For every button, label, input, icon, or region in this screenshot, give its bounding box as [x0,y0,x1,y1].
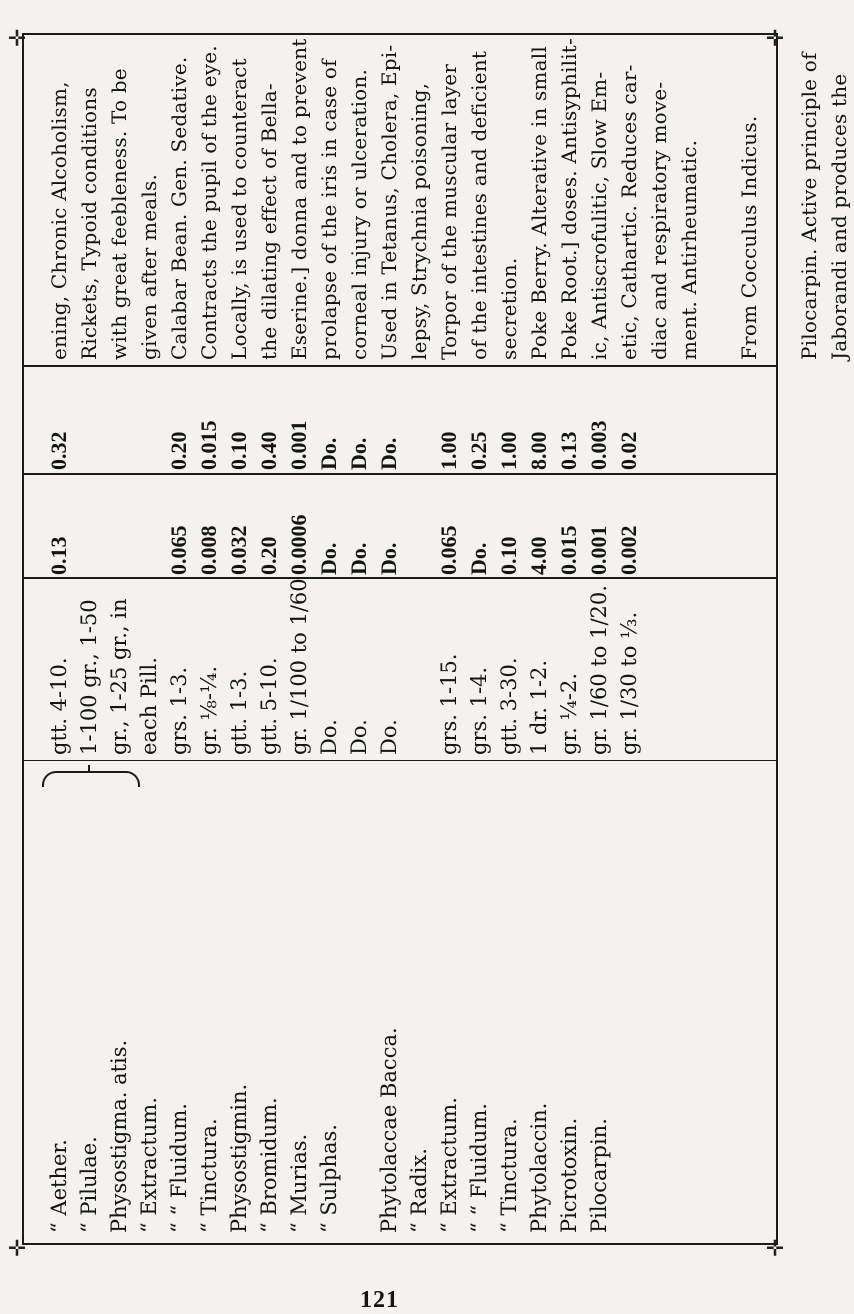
max-row: Do. [376,437,401,470]
name-row: “ “ Fluidum. [167,1103,191,1233]
dose-row: gtt. 4-10. [47,657,71,755]
name-row: Physostigmin. [227,1083,251,1233]
max-row: 0.003 [586,420,611,470]
left-rule [22,1243,778,1245]
dose-row: 1-100 gr., 1-50 [77,599,101,755]
name-row: “ Extractum. [137,1097,161,1233]
name-row: “ Sulphas. [317,1124,341,1233]
min-row: 4.00 [526,536,551,575]
name-row: “ Radix. [407,1148,431,1233]
name-row: “ “ Fluidum. [467,1103,491,1233]
description-line: ic, Antiscrofulitic, Slow Em- [587,71,611,360]
dose-row: grs. 1-3. [167,666,191,755]
max-row: 0.015 [196,420,221,470]
description-line: with great feebleness. To be [107,68,131,360]
dose-row: Do. [317,719,341,755]
min-row [104,475,134,575]
min-row: 0.20 [256,536,281,575]
corner-mark-icon: ✛ [6,1238,31,1257]
min-row [404,475,434,575]
name-row: Phytolaccin. [527,1102,551,1233]
description-line: corneal injury or ulceration. [347,68,371,360]
name-row: “ Extractum. [437,1097,461,1233]
max-row: 0.02 [616,431,641,470]
description-line: prolapse of the iris in case of [317,59,341,360]
max-row: Do. [346,437,371,470]
description-line: Poke Berry. Alterative in small [527,46,551,360]
max-row: 1.00 [436,431,461,470]
corner-mark-icon: ✛ [764,28,789,47]
description-line: Contracts the pupil of the eye. [197,45,221,360]
name-row: “ Aether. [47,1139,71,1233]
max-row: 0.32 [46,431,71,470]
description-line: of the intestines and deficient [467,50,491,360]
description-line: Rickets, Typoid conditions [77,87,101,360]
name-row: “ Tinctura. [497,1118,521,1233]
min-grams-column [44,475,644,575]
dose-row: gtt. 1-3. [227,670,251,755]
max-row: 0.13 [556,431,581,470]
description-line: Torpor of the muscular layer [437,63,461,360]
description-line: etic, Cathartic. Reduces car- [617,64,641,360]
dose-row: gtt. 3-30. [497,657,521,755]
description-line: Locally, is used to counteract [227,58,251,360]
min-row: 0.002 [616,525,641,575]
max-row: 0.20 [166,431,191,470]
min-row: 0.13 [46,536,71,575]
dose-row: gr. 1/30 to ⅓. [617,611,641,755]
dose-column [44,575,644,755]
top-rule [22,35,24,1245]
max-row: 1.00 [496,431,521,470]
name-row: “ Murias. [287,1133,311,1233]
max-grams-column [44,370,644,470]
description-line: Poke Root.] doses. Antisyphilit- [557,37,581,360]
min-row: 0.065 [166,525,191,575]
min-row: 0.008 [196,525,221,575]
dose-row [404,575,434,755]
min-row: Do. [316,542,341,575]
max-row [404,370,434,470]
dose-row: gtt. 5-10. [257,657,281,755]
dose-row: gr. ⅛-¼. [197,665,221,755]
description-line: the dilating effect of Bella- [257,83,281,360]
min-row: 0.10 [496,536,521,575]
name-row: Pilocarpin. [587,1118,611,1233]
max-row: 8.00 [526,431,551,470]
dose-row: each Pill. [137,657,161,755]
dose-row: Do. [347,719,371,755]
name-row: Phytolaccae Bacca. [377,1027,401,1233]
dose-row: grs. 1-4. [467,666,491,755]
max-row: Do. [316,437,341,470]
name-row: Physostigma. atis. [107,1039,131,1233]
description-line: Jaborandi and produces the [827,73,851,360]
description-column [44,5,854,360]
max-row: 0.10 [226,431,251,470]
dose-row: Do. [377,719,401,755]
min-row: Do. [466,542,491,575]
column-rule-dose [24,760,776,761]
description-line: Calabar Bean. Gen. Sedative. [167,56,191,360]
max-row: 0.001 [286,420,311,470]
dose-row: gr. ¼-2. [557,672,581,755]
description-line: ening, Chronic Alcoholism, [47,81,71,360]
description-line: From Cocculus Indicus. [737,115,761,360]
max-row [74,370,104,470]
min-row [74,475,104,575]
name-row: Picrotoxin. [557,1117,581,1233]
name-row: “ Pilulae. [77,1136,101,1233]
min-row [134,475,164,575]
min-row: 0.015 [556,525,581,575]
name-row [344,793,374,1233]
description-line: given after meals. [137,173,161,360]
description-line: ment. Antirheumatic. [677,139,701,360]
min-row: Do. [376,542,401,575]
description-line: Used in Tetanus, Cholera, Epi- [377,44,401,360]
pilulae-bracket [42,771,140,787]
dose-row: 1 dr. 1-2. [527,659,551,755]
max-row: 0.40 [256,431,281,470]
description-line: Eserine.] donna and to prevent [287,38,311,360]
max-row [134,370,164,470]
description-line: secretion. [497,257,521,360]
description-line [704,5,734,360]
min-row: Do. [346,542,371,575]
dose-row: grs. 1-15. [437,653,461,755]
description-line: Pilocarpin. Active principle of [797,52,821,360]
dose-row: gr. 1/100 to 1/60 [287,578,311,755]
max-row [104,370,134,470]
description-line [764,5,794,360]
page-number: 121 [360,1287,399,1313]
min-row: 0.0006 [286,514,311,575]
names-column [44,793,614,1233]
min-row: 0.065 [436,525,461,575]
corner-mark-icon: ✛ [764,1238,789,1257]
name-row: “ Tinctura. [197,1118,221,1233]
dose-row: gr., 1-25 gr., in [107,598,131,755]
name-row: “ Bromidum. [257,1097,281,1233]
max-row: 0.25 [466,431,491,470]
column-rule-desc [24,365,776,367]
min-row: 0.032 [226,525,251,575]
description-line: lepsy, Strychnia poisoning, [407,82,431,360]
description-line: diac and respiratory move- [647,81,671,360]
corner-mark-icon: ✛ [6,28,31,47]
min-row: 0.001 [586,525,611,575]
dose-row: gr. 1/60 to 1/20. [587,585,611,755]
